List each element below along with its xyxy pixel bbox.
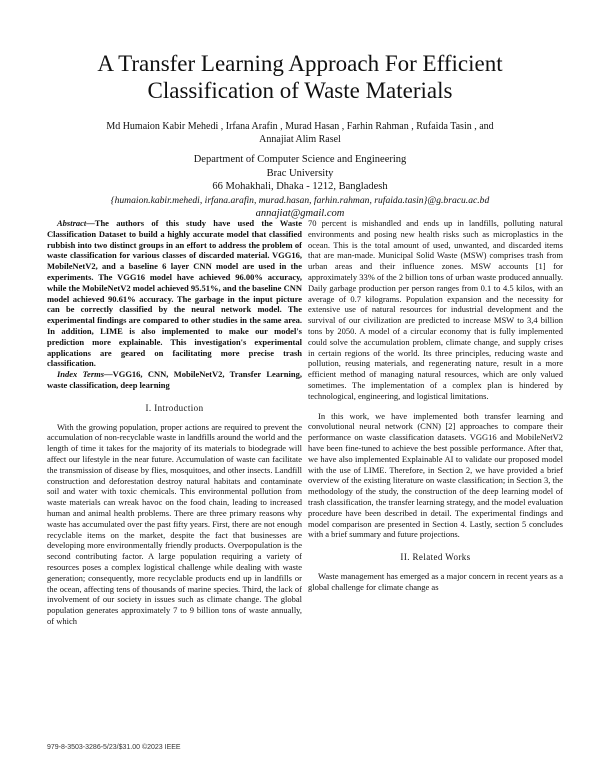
author-list: [60, 120, 540, 146]
index-terms-text: —VGG16, CNN, MobileNetV2, Transfer Learning, waste classification, deep learning: [47, 369, 302, 390]
copyright-footer: 979-8-3503-3286-5/23/$31.00 ©2023 IEEE: [47, 744, 181, 751]
abstract: [47, 218, 302, 369]
title-line-1: A Transfer Learning Approach For Efficient: [97, 51, 503, 76]
right-column: [308, 218, 563, 593]
intro-paragraph-3: In this work, we have implemented both transfer learning and convolutional neural network (CNN) [2] approaches to compare their performance on waste classification datasets. VGG16 and MobileNetV2 have been fine-tuned to achieve the best possible performance. After that, we have also implemented Explainable AI to validate our proposed model with the use of LIME. Therefore, in Section 2, we have provided a brief overview of the existing literature on waste classification; in Section 3, the methodology of the study, the construction of the deep learning model of trash classification, the transfer learning strategy, and the model evaluation procedure have been described in detail. The experimental findings and model comparison are presented in Section 4. Lastly, section 5 concludes with a brief summary and future projections.: [308, 410, 563, 540]
emails-line-1: {humaion.kabir.mehedi, irfana.arafin, murad.hasan, farhin.rahman, rufaida.tasin}@g.bracu.ac.bd: [110, 194, 490, 206]
intro-paragraph-1: With the growing population, proper actions are required to prevent the accumulation of non-recyclable waste in landfills around the world and the length of time it takes for the majority of its materials to biodegrade will affect our lifestyle in the near future. Accumulation of waste can facilitate the transmission of disease by flies, mosquitoes, and other insects. Landfill construction and deforestation destroy natural habitats and contaminate soil and water with toxic chemicals. This environmental pollution from waste materials can wreak havoc on the food chain, leading to increased human and animal health problems. There are three primary reasons why waste has accumulated over the past fifty years. First, there are not enough recyclable items on the market, despite the fact that businesses are developing more environmentally friendly products. Overpopulation is the second contributing factor. A large population requiring a variety of resources poses a complex logistical challenge while dealing with waste generation; consequently, more recyclable products end up in landfills or the ocean, affecting tens of thousands of marine species. Third, the lack of involvement of our society in issues such as climate change. The global population generates approximately 7 to 9 billion tons of waste annually, of which: [47, 421, 302, 626]
department: Department of Computer Science and Engineering: [193, 154, 407, 165]
section-heading-related-works: II. Related Works: [400, 552, 471, 563]
left-column: [47, 218, 302, 627]
abstract-label: Abstract: [57, 218, 87, 228]
address: 66 Mohakhali, Dhaka - 1212, Bangladesh: [212, 181, 388, 193]
paper-title: [40, 50, 560, 104]
affiliation: [70, 153, 530, 221]
abstract-text: —The authors of this study have used the Waste Classification Dataset to build a highly accurate model that classified rubbish into two distinct groups in an effort to address the problem of waste classification for various classes of discarded material. VGG16, MobileNetV2, and a baseline 6 layer CNN model are used in the experiments. The VGG16 model have achieved 96.00% accuracy, while the MobileNetV2 model achieved 95.51%, and the baseline CNN model achieved 90.61% accuracy. The garbage in the input picture can be correctly classified by the neural network model. The experimental findings are compared to other studies in the same area. In addition, LIME is also implemented to make our model's prediction more explainable. This investigation's experimental applications are geared on facilitating more precise trash classification.: [47, 218, 302, 369]
emails-line-2: annajiat@gmail.com: [255, 208, 345, 220]
university: Brac University: [266, 167, 334, 179]
related-paragraph-1: Waste management has emerged as a major concern in recent years as a global challenge for climate change as: [308, 570, 563, 592]
index-terms-label: Index Terms: [57, 369, 105, 380]
index-terms: [47, 369, 302, 391]
authors-line-2: Annajiat Alim Rasel: [259, 134, 341, 145]
section-heading-introduction: I. Introduction: [145, 402, 204, 413]
intro-paragraph-2: 70 percent is mishandled and ends up in landfills, polluting natural environments and posing new health risks such as microplastics in the ocean. This is the total amount of used, unwanted, and discarded items that are man-made. Municipal Solid Waste (MSW) comprises trash from urban areas and their influence zones. MSW accounts [1] for approximately 33% of the 2 billion tons of urban waste produced annually. Daily garbage production per person ranges from 0.1 to 4.5 kilos, with an average of 0.7 kilograms. Population expansion and the necessity for extensive use of natural resources for industrial development and the survival of our civilization are predicted to increase MSW to 3,4 billion tons by 2050. A model of a circular economy that is fully implemented could solve the accumulation problem, climate change, and supply crises in certain regions of the world. Its three principles, reducing waste and pollution, reusing materials, and regenerating nature, result in a more efficient method of managing natural resources, which are only valued sometimes. The implementation of a complex plan is hindered by technological, engineering, and logistical limitations.: [308, 218, 563, 401]
authors-line-1: Md Humaion Kabir Mehedi , Irfana Arafin , Murad Hasan , Farhin Rahman , Rufaida Tasin , and: [106, 121, 494, 132]
title-line-2: Classification of Waste Materials: [147, 78, 453, 103]
